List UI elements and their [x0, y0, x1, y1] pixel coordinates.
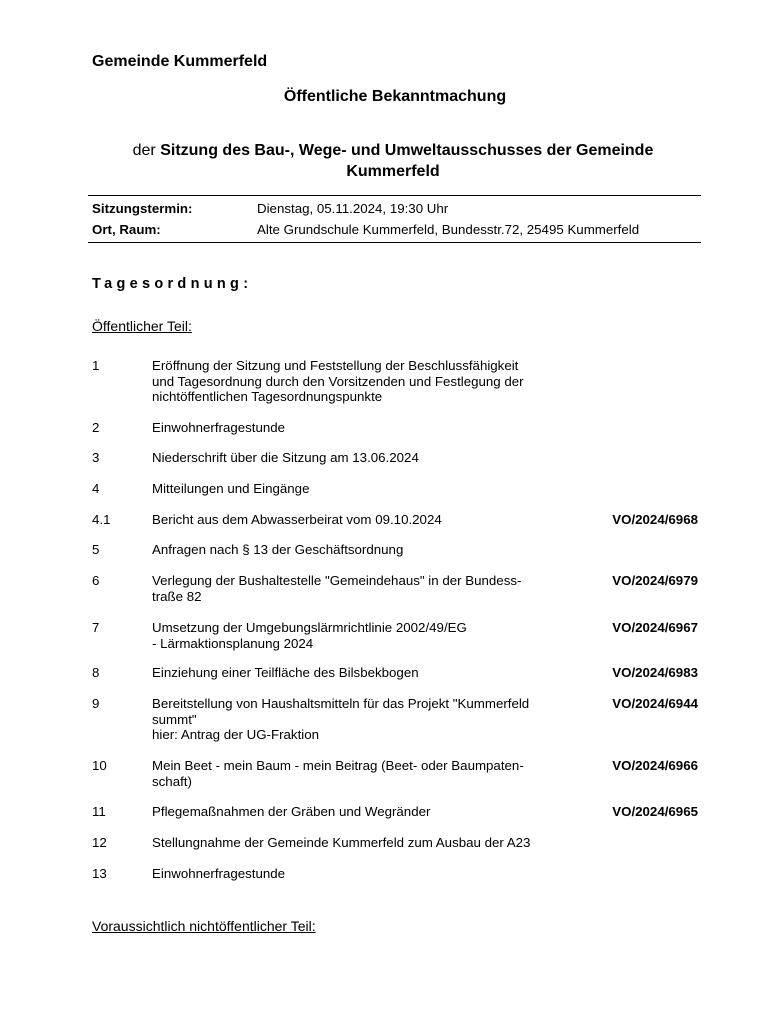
agenda-item-text [152, 481, 564, 497]
agenda-item-reference[interactable]: VO/2024/6944 [612, 696, 698, 711]
agenda-item-number: 10 [92, 758, 107, 773]
agenda-item-number: 7 [92, 620, 100, 635]
agenda-item-text [152, 620, 564, 651]
agenda-item-line: Pflegemaßnahmen der Gräben und Wegränder [152, 804, 431, 819]
agenda-item-line: Bericht aus dem Abwasserbeirat vom 09.10.2024 [152, 512, 442, 527]
meeting-place-row [88, 219, 701, 240]
meeting-date-value: Dienstag, 05.11.2024, 19:30 Uhr [257, 201, 449, 216]
meeting-info-table [88, 195, 701, 243]
agenda-item-text [152, 512, 564, 528]
agenda-item-text [152, 804, 564, 820]
agenda-item-reference[interactable]: VO/2024/6968 [612, 512, 698, 527]
agenda-item [92, 358, 702, 405]
agenda-item-number: 11 [92, 804, 106, 819]
agenda-item-reference [564, 481, 702, 497]
agenda-item-number: 12 [92, 835, 107, 850]
agenda-item-reference [564, 358, 702, 405]
agenda-item [92, 804, 702, 820]
agenda-item-line: Bereitstellung von Haushaltsmitteln für das Projekt "Kummerfeld [152, 696, 530, 711]
agenda-item [92, 542, 702, 558]
agenda-item-reference[interactable]: VO/2024/6983 [612, 665, 698, 680]
agenda-item-line: Anfragen nach § 13 der Geschäftsordnung [152, 542, 404, 557]
agenda-item-number: 4 [92, 481, 100, 496]
agenda-item-line: Mitteilungen und Eingänge [152, 481, 310, 496]
agenda-item [92, 512, 702, 528]
subtitle-prefix: der [132, 142, 161, 159]
agenda-item-number: 9 [92, 696, 100, 711]
agenda-item-line: Verlegung der Bushaltestelle "Gemeindehaus" in der Bundess- [152, 573, 522, 588]
agenda-item-text [152, 866, 564, 882]
agenda-item-reference [564, 420, 702, 436]
agenda-item-line: Niederschrift über die Sitzung am 13.06.2024 [152, 450, 419, 465]
agenda-item [92, 420, 702, 436]
agenda-item [92, 573, 702, 604]
agenda-item-reference[interactable]: VO/2024/6966 [612, 758, 698, 773]
agenda-item-number: 6 [92, 573, 100, 588]
agenda-item [92, 481, 702, 497]
agenda-item-text [152, 358, 564, 405]
agenda-item [92, 835, 702, 851]
agenda-item-number: 8 [92, 665, 100, 680]
document-title: Öffentliche Bekanntmachung [283, 88, 507, 105]
agenda-item-text [152, 420, 564, 436]
agenda-item-reference[interactable]: VO/2024/6965 [612, 804, 698, 819]
agenda-item [92, 620, 702, 651]
agenda-item [92, 696, 702, 743]
agenda-item [92, 450, 702, 466]
agenda-item-number: 2 [92, 420, 100, 435]
agenda-item [92, 758, 702, 789]
agenda-item-number: 4.1 [92, 512, 111, 527]
agenda-item-reference[interactable]: VO/2024/6979 [612, 573, 698, 588]
agenda-item-line: Einwohnerfragestunde [152, 420, 286, 435]
agenda-item-text [152, 835, 564, 851]
public-section-heading: Öffentlicher Teil: [92, 318, 192, 334]
agenda-item-line: Eröffnung der Sitzung und Feststellung der Beschlussfähigkeit [152, 358, 519, 373]
agenda-item-line: Mein Beet - mein Baum - mein Beitrag (Beet- oder Baumpaten- [152, 758, 524, 773]
agenda-item-text [152, 542, 564, 558]
agenda-item-reference [564, 866, 702, 882]
meeting-place-label: Ort, Raum: [92, 222, 161, 237]
agenda-item-text [152, 665, 564, 681]
meeting-place-value: Alte Grundschule Kummerfeld, Bundesstr.72, 25495 Kummerfeld [257, 222, 640, 237]
meeting-date-label: Sitzungstermin: [92, 201, 193, 216]
agenda-item-line: Stellungnahme der Gemeinde Kummerfeld zum Ausbau der A23 [152, 835, 531, 850]
agenda-item-number: 3 [92, 450, 100, 465]
agenda-item [92, 866, 702, 882]
agenda-item-line: und Tagesordnung durch den Vorsitzenden und Festlegung der [152, 373, 524, 389]
agenda-item-text [152, 450, 564, 466]
agenda-item-line: schaft) [152, 773, 192, 789]
agenda-item-line: nichtöffentlichen Tagesordnungspunkte [152, 389, 383, 404]
meeting-date-row [88, 198, 701, 219]
meeting-subtitle [92, 140, 694, 182]
agenda-item-text [152, 758, 564, 789]
agenda-item-line: hier: Antrag der UG-Fraktion [152, 727, 320, 742]
agenda-item [92, 665, 702, 681]
agenda-item-reference[interactable]: VO/2024/6967 [612, 620, 698, 635]
agenda-item-line: traße 82 [152, 588, 202, 604]
municipality-name: Gemeinde Kummerfeld [92, 53, 268, 70]
agenda-item-text [152, 573, 564, 604]
agenda-item-text [152, 696, 564, 743]
agenda-item-number: 1 [92, 358, 100, 373]
agenda-item-reference [564, 542, 702, 558]
agenda-heading: Tagesordnung: [92, 276, 253, 292]
agenda-item-number: 5 [92, 542, 100, 557]
agenda-item-number: 13 [92, 866, 107, 881]
agenda-item-reference [564, 835, 702, 851]
agenda-item-line: - Lärmaktionsplanung 2024 [152, 635, 314, 651]
agenda-item-line: Umsetzung der Umgebungslärmrichtlinie 2002/49/EG [152, 620, 467, 635]
agenda-item-line: Einziehung einer Teilfläche des Bilsbekbogen [152, 665, 419, 680]
subtitle-committee: Sitzung des Bau-, Wege- und Umweltausschusses der Gemeinde Kummerfeld [160, 142, 654, 180]
private-section-heading: Voraussichtlich nichtöffentlicher Teil: [92, 918, 316, 934]
agenda-item-reference [564, 450, 702, 466]
agenda-item-line: summt" [152, 711, 197, 727]
agenda-item-line: Einwohnerfragestunde [152, 866, 286, 881]
